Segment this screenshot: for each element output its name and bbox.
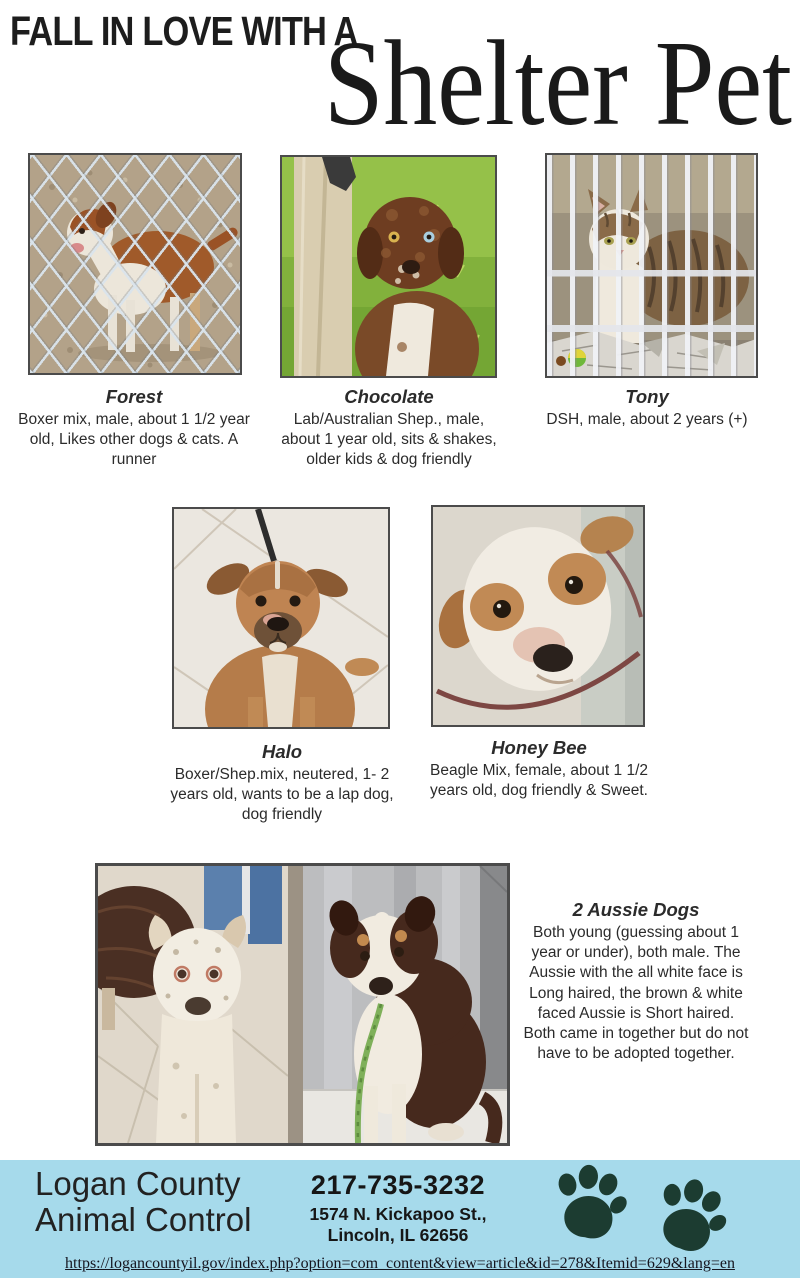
forest-photo xyxy=(28,153,242,375)
halo-photo xyxy=(172,507,390,729)
pet-description: Boxer/Shep.mix, neutered, 1- 2 years old, wants to be a lap dog, dog friendly xyxy=(170,766,394,824)
website-url-line xyxy=(0,1255,800,1273)
website-url-link[interactable]: https://logancountyil.gov/index.php?option=com_content&view=article&id=278&Itemid=629&lang=en xyxy=(65,1255,735,1272)
paw-icon xyxy=(639,1165,739,1265)
forest-caption xyxy=(18,385,250,471)
tony-photo-art xyxy=(547,155,756,376)
organization-name xyxy=(35,1166,251,1237)
tony-caption xyxy=(523,385,771,430)
chocolate-photo-art xyxy=(282,157,495,376)
pet-name: Chocolate xyxy=(344,386,434,407)
tony-photo xyxy=(545,153,758,378)
organization-name-line2: Animal Control xyxy=(35,1200,252,1238)
paw-icon xyxy=(542,1156,635,1249)
honey-bee-caption xyxy=(424,736,654,801)
address-line1: 1574 N. Kickapoo St., xyxy=(309,1204,487,1224)
footer-banner xyxy=(0,1160,800,1278)
pet-description: Both young (guessing about 1 year or under), both male. The Aussie with the all white face is Long haired, the brown & white faced Aussie is Short haired. Both came in together but do not have to be adopted together. xyxy=(523,924,749,1062)
aussie-dogs-caption xyxy=(520,898,752,1064)
chocolate-caption xyxy=(278,385,500,471)
pet-name: 2 Aussie Dogs xyxy=(572,899,700,920)
phone-number: 217-735-3232 xyxy=(310,1170,486,1200)
pet-name: Tony xyxy=(625,386,669,407)
contact-block xyxy=(278,1170,518,1245)
halo-caption xyxy=(163,740,401,826)
pet-description: Beagle Mix, female, about 1 1/2 years old, dog friendly & Sweet. xyxy=(430,762,648,800)
headline-kicker: FALL IN LOVE WITH A xyxy=(10,8,358,54)
honey-bee-photo xyxy=(431,505,645,727)
chocolate-photo xyxy=(280,155,497,378)
headline-title: Shelter Pet xyxy=(323,16,792,151)
pet-description: Lab/Australian Shep., male, about 1 year old, sits & shakes, older kids & dog friendly xyxy=(281,411,497,469)
address-line2: Lincoln, IL 62656 xyxy=(327,1224,469,1245)
pet-name: Forest xyxy=(105,386,163,407)
halo-photo-art xyxy=(174,509,388,727)
pet-description: DSH, male, about 2 years (+) xyxy=(546,411,748,429)
aussie-dogs-photo-art xyxy=(98,866,507,1143)
organization-name-line1: Logan County xyxy=(35,1165,241,1202)
pet-name: Halo xyxy=(261,741,303,762)
pet-description: Boxer mix, male, about 1 1/2 year old, Likes other dogs & cats. A runner xyxy=(18,411,250,469)
forest-photo-art xyxy=(30,155,240,373)
honey-bee-photo-art xyxy=(433,507,643,725)
aussie-dogs-photo xyxy=(95,863,510,1146)
pet-name: Honey Bee xyxy=(491,737,587,758)
street-address xyxy=(278,1204,518,1245)
